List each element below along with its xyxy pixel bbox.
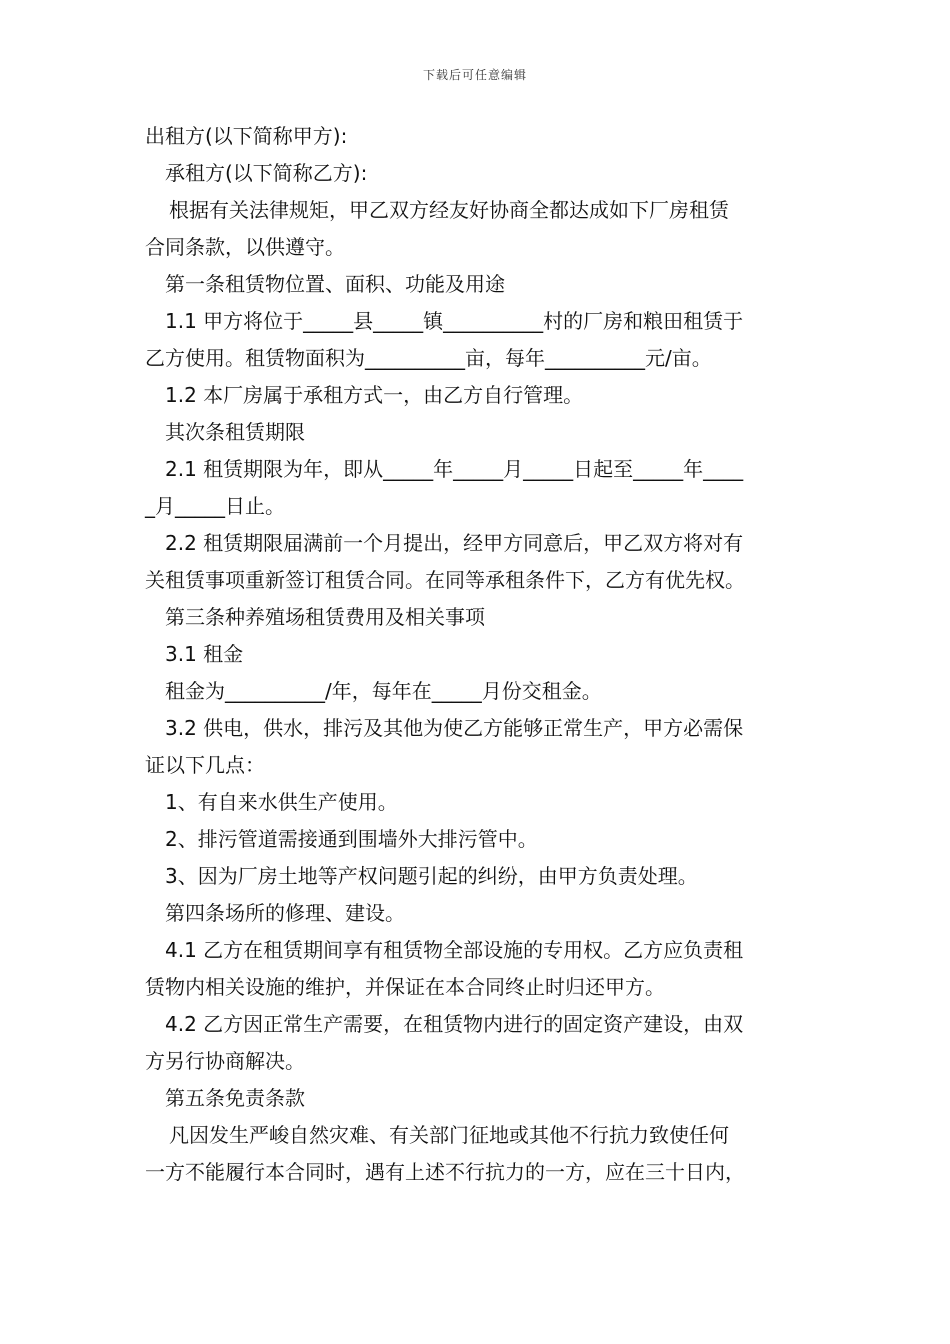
paragraph-line: 证以下几点： <box>145 753 265 777</box>
contract-paragraph <box>145 192 813 266</box>
paragraph-line: 乙方使用。租赁物面积为__________亩，每年__________元/亩。 <box>145 346 712 370</box>
paragraph-line: 出租方(以下简称甲方): <box>145 124 348 148</box>
paragraph-line: 租金为__________/年，每年在_____月份交租金。 <box>165 679 602 703</box>
paragraph-line: 第五条免责条款 <box>165 1086 305 1110</box>
paragraph-line: 1.1 甲方将位于_____县_____镇__________村的厂房和粮田租赁于 <box>165 309 744 333</box>
paragraph-line: 2、排污管道需接通到围墙外大排污管中。 <box>165 827 538 851</box>
paragraph-line: 3.2 供电，供水，排污及其他为使乙方能够正常生产，甲方必需保 <box>165 716 744 740</box>
contract-paragraph <box>145 821 813 858</box>
paragraph-line: 3.1 租金 <box>165 642 244 666</box>
paragraph-line: 根据有关法律规矩，甲乙双方经友好协商全都达成如下厂房租赁 <box>169 198 729 222</box>
contract-paragraph <box>145 451 813 525</box>
contract-paragraph <box>145 377 813 414</box>
paragraph-line: 2.1 租赁期限为年，即从_____年_____月_____日起至_____年____ <box>165 457 744 481</box>
contract-paragraph <box>145 1117 813 1191</box>
page-header: 下载后可任意编辑 <box>422 68 527 82</box>
paragraph-line: 关租赁事项重新签订租赁合同。在同等承租条件下，乙方有优先权。 <box>145 568 745 592</box>
contract-paragraph <box>145 858 813 895</box>
paragraph-line: _月_____日止。 <box>145 494 285 518</box>
contract-paragraph <box>145 525 813 599</box>
paragraph-line: 其次条租赁期限 <box>165 420 305 444</box>
paragraph-line: 一方不能履行本合同时，遇有上述不行抗力的一方，应在三十日内， <box>145 1160 745 1184</box>
paragraph-line: 2.2 租赁期限届满前一个月提出，经甲方同意后，甲乙双方将对有 <box>165 531 744 555</box>
contract-paragraph <box>145 414 813 451</box>
contract-paragraph <box>145 895 813 932</box>
contract-body <box>145 118 813 1191</box>
paragraph-line: 第三条种养殖场租赁费用及相关事项 <box>165 605 485 629</box>
paragraph-line: 第一条租赁物位置、面积、功能及用途 <box>165 272 505 296</box>
contract-paragraph <box>145 784 813 821</box>
paragraph-line: 1.2 本厂房属于承租方式一，由乙方自行管理。 <box>165 383 584 407</box>
contract-paragraph <box>145 266 813 303</box>
contract-paragraph <box>145 1006 813 1080</box>
paragraph-line: 合同条款，以供遵守。 <box>145 235 345 259</box>
paragraph-line: 4.2 乙方因正常生产需要，在租赁物内进行的固定资产建设，由双 <box>165 1012 744 1036</box>
paragraph-line: 第四条场所的修理、建设。 <box>165 901 405 925</box>
contract-paragraph <box>145 599 813 636</box>
contract-paragraph <box>145 673 813 710</box>
contract-paragraph <box>145 1080 813 1117</box>
paragraph-line: 3、因为厂房土地等产权问题引起的纠纷，由甲方负责处理。 <box>165 864 698 888</box>
paragraph-line: 方另行协商解决。 <box>145 1049 305 1073</box>
contract-paragraph <box>145 710 813 784</box>
paragraph-line: 1、有自来水供生产使用。 <box>165 790 398 814</box>
paragraph-line: 4.1 乙方在租赁期间享有租赁物全部设施的专用权。乙方应负责租 <box>165 938 744 962</box>
paragraph-line: 承租方(以下简称乙方): <box>165 161 368 185</box>
paragraph-line: 凡因发生严峻自然灾难、有关部门征地或其他不行抗力致使任何 <box>169 1123 729 1147</box>
contract-paragraph <box>145 155 813 192</box>
contract-paragraph <box>145 118 813 155</box>
paragraph-line: 赁物内相关设施的维护，并保证在本合同终止时归还甲方。 <box>145 975 665 999</box>
contract-paragraph <box>145 932 813 1006</box>
contract-paragraph <box>145 636 813 673</box>
contract-paragraph <box>145 303 813 377</box>
